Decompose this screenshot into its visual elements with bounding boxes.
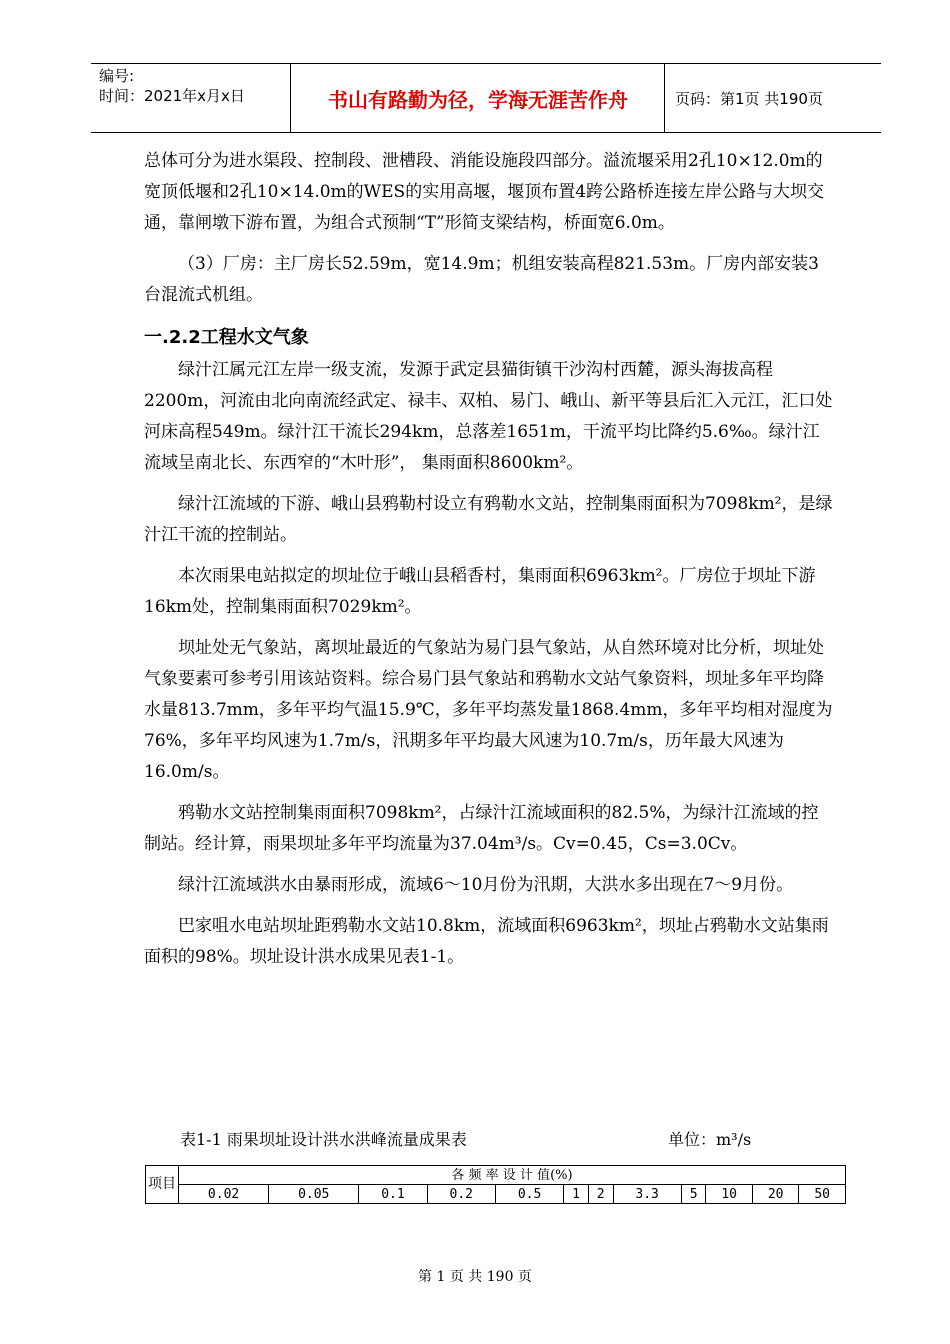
paragraph: 巴家咀水电站坝址距鸦勒水文站10.8km，流域面积6963km²，坝址占鸦勒水文站集雨面积的98%。坝址设计洪水成果见表1-1。 xyxy=(144,916,829,967)
frequency-cell: 0.2 xyxy=(427,1185,495,1204)
table-caption xyxy=(180,1126,800,1154)
doc-time-label: 时间：2021年x月x日 xyxy=(99,87,245,105)
frequency-cell: 0.1 xyxy=(359,1185,427,1204)
paragraph: （3）厂房：主厂房长52.59m，宽14.9m；机组安装高程821.53m。厂房内部安装3台混流式机组。 xyxy=(144,254,819,305)
page-footer: 第 1 页 共 190 页 xyxy=(418,1269,532,1285)
frequency-cell: 50 xyxy=(799,1185,846,1204)
frequency-group-header: 各 频 率 设 计 值(%) xyxy=(179,1166,846,1185)
header-motto: 书山有路勤为径，学海无涯苦作舟 xyxy=(292,64,665,132)
frequency-cell: 1 xyxy=(564,1185,589,1204)
flood-table xyxy=(145,1165,846,1204)
paragraph: 绿汁江流域的下游、峨山县鸦勒村设立有鸦勒水文站，控制集雨面积为7098km²，是绿汁江干流的控制站。 xyxy=(144,494,833,545)
table-row xyxy=(146,1185,846,1204)
frequency-cell: 0.05 xyxy=(269,1185,359,1204)
header-meta xyxy=(91,64,291,132)
paragraph: 绿汁江流域洪水由暴雨形成，流域6～10月份为汛期，大洪水多出现在7～9月份。 xyxy=(178,875,794,895)
page-header xyxy=(91,63,881,133)
frequency-cell: 0.5 xyxy=(495,1185,563,1204)
frequency-cell: 2 xyxy=(588,1185,613,1204)
paragraph: 总体可分为进水渠段、控制段、泄槽段、消能设施段四部分。溢流堰采用2孔10×12.0m的宽顶低堰和2孔10×14.0m的WES的实用高堰，堰顶布置4跨公路桥连接左岸公路与大坝交通，靠闸墩下游布置，为组合式预制“T”形简支梁结构，桥面宽6.0m。 xyxy=(144,151,825,233)
table-title: 表1-1 雨果坝址设计洪水洪峰流量成果表 xyxy=(180,1130,467,1149)
frequency-cell: 3.3 xyxy=(613,1185,681,1204)
paragraph: 坝址处无气象站，离坝址最近的气象站为易门县气象站，从自然环境对比分析，坝址处气象要素可参考引用该站资料。综合易门县气象站和鸦勒水文站气象资料，坝址多年平均降水量813.7mm，多年平均气温15.9℃，多年平均蒸发量1868.4mm，多年平均相对湿度为76%，多年平均风速为1.7m/s，汛期多年平均最大风速为10.7m/s，历年最大风速为16.0m/s。 xyxy=(144,638,833,782)
section-heading: 一.2.2工程水文气象 xyxy=(144,327,309,348)
frequency-cell: 10 xyxy=(706,1185,752,1204)
paragraph: 本次雨果电站拟定的坝址位于峨山县稻香村，集雨面积6963km²。厂房位于坝址下游16km处，控制集雨面积7029km²。 xyxy=(144,566,816,617)
doc-number-label: 编号: xyxy=(99,67,135,85)
table-row xyxy=(146,1166,846,1185)
frequency-cell: 0.02 xyxy=(179,1185,269,1204)
project-column-header: 项目 xyxy=(146,1166,179,1204)
table-unit: 单位：m³/s xyxy=(668,1130,752,1149)
paragraph: 绿汁江属元江左岸一级支流，发源于武定县猫街镇干沙沟村西麓，源头海拔高程2200m，河流由北向南流经武定、禄丰、双柏、易门、峨山、新平等县后汇入元江，汇口处河床高程549m。绿汁江干流长294km，总落差1651m，干流平均比降约5.6‰。绿汁江流域呈南北长、东西窄的“木叶形”， 集雨面积8600km²。 xyxy=(144,360,833,473)
paragraph: 鸦勒水文站控制集雨面积7098km²，占绿汁江流域面积的82.5%，为绿汁江流域的控制站。经计算，雨果坝址多年平均流量为37.04m³/s。Cv=0.45，Cs=3.0Cv。 xyxy=(144,803,819,854)
header-page-info: 页码：第1页 共190页 xyxy=(675,89,823,108)
document-body xyxy=(144,146,834,983)
frequency-cell: 20 xyxy=(752,1185,798,1204)
frequency-cell: 5 xyxy=(681,1185,706,1204)
